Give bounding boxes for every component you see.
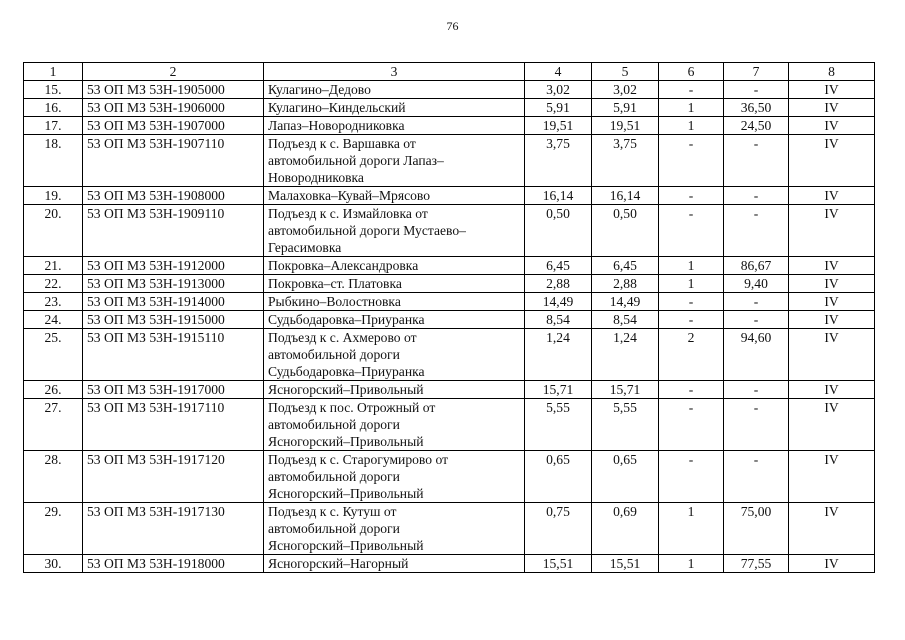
length-cell: 14,49: [525, 293, 592, 311]
surface-length-cell: 8,54: [592, 311, 659, 329]
bridges-length-cell: 94,60: [724, 329, 789, 381]
road-name-line: Подъезд к с. Старогумирово от: [268, 452, 449, 467]
table-row: [24, 451, 875, 503]
road-name-line: Подъезд к с. Варшавка от: [268, 136, 416, 151]
row-number-cell: 19.: [24, 187, 83, 205]
category-cell: IV: [789, 257, 875, 275]
category-cell: IV: [789, 117, 875, 135]
row-number-cell: 20.: [24, 205, 83, 257]
bridges-count-cell: 1: [659, 117, 724, 135]
table-row: [24, 329, 875, 381]
bridges-count-cell: 1: [659, 503, 724, 555]
surface-length-cell: 3,75: [592, 135, 659, 187]
road-name-line: Новородниковка: [268, 170, 364, 185]
road-name-line: автомобильной дороги: [268, 347, 400, 362]
row-number-cell: 17.: [24, 117, 83, 135]
bridges-count-cell: -: [659, 451, 724, 503]
road-code-cell: 53 ОП МЗ 53Н-1917110: [83, 399, 264, 451]
road-code-cell: 53 ОП МЗ 53Н-1907110: [83, 135, 264, 187]
category-cell: IV: [789, 381, 875, 399]
category-cell: IV: [789, 275, 875, 293]
header-cell: 5: [592, 63, 659, 81]
bridges-count-cell: -: [659, 399, 724, 451]
bridges-length-cell: 86,67: [724, 257, 789, 275]
length-cell: 5,55: [525, 399, 592, 451]
surface-length-cell: 5,55: [592, 399, 659, 451]
surface-length-cell: 0,50: [592, 205, 659, 257]
bridges-length-cell: 77,55: [724, 555, 789, 573]
row-number-cell: 23.: [24, 293, 83, 311]
bridges-count-cell: -: [659, 311, 724, 329]
road-name-line: Ясногорский–Привольный: [268, 382, 424, 397]
road-name-line: Рыбкино–Волостновка: [268, 294, 401, 309]
road-code-cell: 53 ОП МЗ 53Н-1907000: [83, 117, 264, 135]
table-row: [24, 381, 875, 399]
category-cell: IV: [789, 399, 875, 451]
table-header-row: [24, 63, 875, 81]
road-name-cell: [264, 99, 525, 117]
length-cell: 5,91: [525, 99, 592, 117]
road-name-line: автомобильной дороги: [268, 521, 400, 536]
road-name-cell: [264, 117, 525, 135]
road-code-cell: 53 ОП МЗ 53Н-1905000: [83, 81, 264, 99]
road-code-cell: 53 ОП МЗ 53Н-1913000: [83, 275, 264, 293]
road-name-line: Покровка–Александровка: [268, 258, 419, 273]
road-name-cell: [264, 275, 525, 293]
bridges-length-cell: -: [724, 399, 789, 451]
category-cell: IV: [789, 311, 875, 329]
road-name-line: Подъезд к с. Измайловка от: [268, 206, 428, 221]
bridges-count-cell: 1: [659, 99, 724, 117]
category-cell: IV: [789, 205, 875, 257]
header-cell: 3: [264, 63, 525, 81]
roads-table: [23, 62, 875, 573]
surface-length-cell: 15,51: [592, 555, 659, 573]
road-name-line: Судьбодаровка–Приуранка: [268, 364, 425, 379]
bridges-count-cell: -: [659, 187, 724, 205]
row-number-cell: 25.: [24, 329, 83, 381]
road-code-cell: 53 ОП МЗ 53Н-1915000: [83, 311, 264, 329]
length-cell: 2,88: [525, 275, 592, 293]
bridges-count-cell: 2: [659, 329, 724, 381]
category-cell: IV: [789, 555, 875, 573]
road-name-line: автомобильной дороги: [268, 417, 400, 432]
road-name-line: Герасимовка: [268, 240, 342, 255]
header-cell: 1: [24, 63, 83, 81]
surface-length-cell: 16,14: [592, 187, 659, 205]
category-cell: IV: [789, 81, 875, 99]
bridges-length-cell: -: [724, 81, 789, 99]
road-code-cell: 53 ОП МЗ 53Н-1906000: [83, 99, 264, 117]
road-code-cell: 53 ОП МЗ 53Н-1908000: [83, 187, 264, 205]
road-name-cell: [264, 81, 525, 99]
road-name-line: Ясногорский–Привольный: [268, 434, 424, 449]
road-name-cell: [264, 329, 525, 381]
surface-length-cell: 2,88: [592, 275, 659, 293]
road-name-line: Ясногорский–Нагорный: [268, 556, 409, 571]
length-cell: 6,45: [525, 257, 592, 275]
road-name-line: Малаховка–Кувай–Мрясово: [268, 188, 431, 203]
bridges-count-cell: 1: [659, 275, 724, 293]
category-cell: IV: [789, 99, 875, 117]
road-name-cell: [264, 381, 525, 399]
road-name-line: Кулагино–Киндельский: [268, 100, 406, 115]
road-name-cell: [264, 399, 525, 451]
table-row: [24, 503, 875, 555]
row-number-cell: 29.: [24, 503, 83, 555]
road-name-line: Покровка–ст. Платовка: [268, 276, 402, 291]
length-cell: 15,71: [525, 381, 592, 399]
bridges-length-cell: -: [724, 293, 789, 311]
road-name-line: Ясногорский–Привольный: [268, 486, 424, 501]
road-name-cell: [264, 205, 525, 257]
bridges-length-cell: 36,50: [724, 99, 789, 117]
row-number-cell: 28.: [24, 451, 83, 503]
road-name-line: Судьбодаровка–Приуранка: [268, 312, 425, 327]
header-cell: 4: [525, 63, 592, 81]
table-row: [24, 399, 875, 451]
header-cell: 7: [724, 63, 789, 81]
bridges-count-cell: -: [659, 381, 724, 399]
bridges-length-cell: -: [724, 381, 789, 399]
bridges-length-cell: -: [724, 187, 789, 205]
header-cell: 6: [659, 63, 724, 81]
row-number-cell: 26.: [24, 381, 83, 399]
table-row: [24, 117, 875, 135]
length-cell: 16,14: [525, 187, 592, 205]
table-row: [24, 187, 875, 205]
length-cell: 19,51: [525, 117, 592, 135]
road-name-cell: [264, 555, 525, 573]
header-cell: 2: [83, 63, 264, 81]
length-cell: 0,75: [525, 503, 592, 555]
bridges-count-cell: -: [659, 205, 724, 257]
bridges-length-cell: -: [724, 451, 789, 503]
bridges-count-cell: 1: [659, 257, 724, 275]
length-cell: 0,50: [525, 205, 592, 257]
road-code-cell: 53 ОП МЗ 53Н-1917130: [83, 503, 264, 555]
road-name-cell: [264, 257, 525, 275]
category-cell: IV: [789, 187, 875, 205]
category-cell: IV: [789, 451, 875, 503]
road-code-cell: 53 ОП МЗ 53Н-1915110: [83, 329, 264, 381]
length-cell: 15,51: [525, 555, 592, 573]
road-code-cell: 53 ОП МЗ 53Н-1912000: [83, 257, 264, 275]
road-code-cell: 53 ОП МЗ 53Н-1917120: [83, 451, 264, 503]
row-number-cell: 24.: [24, 311, 83, 329]
road-name-line: Лапаз–Новородниковка: [268, 118, 405, 133]
length-cell: 0,65: [525, 451, 592, 503]
bridges-length-cell: 9,40: [724, 275, 789, 293]
bridges-length-cell: -: [724, 135, 789, 187]
bridges-length-cell: -: [724, 205, 789, 257]
row-number-cell: 16.: [24, 99, 83, 117]
bridges-count-cell: -: [659, 135, 724, 187]
road-name-line: Кулагино–Дедово: [268, 82, 371, 97]
road-name-cell: [264, 293, 525, 311]
table-row: [24, 555, 875, 573]
length-cell: 3,02: [525, 81, 592, 99]
surface-length-cell: 14,49: [592, 293, 659, 311]
surface-length-cell: 6,45: [592, 257, 659, 275]
category-cell: IV: [789, 135, 875, 187]
row-number-cell: 15.: [24, 81, 83, 99]
category-cell: IV: [789, 293, 875, 311]
surface-length-cell: 0,69: [592, 503, 659, 555]
page-number: 76: [446, 19, 459, 33]
road-name-cell: [264, 503, 525, 555]
length-cell: 3,75: [525, 135, 592, 187]
road-name-cell: [264, 135, 525, 187]
bridges-count-cell: -: [659, 293, 724, 311]
road-name-cell: [264, 311, 525, 329]
row-number-cell: 18.: [24, 135, 83, 187]
category-cell: IV: [789, 503, 875, 555]
table-row: [24, 311, 875, 329]
surface-length-cell: 0,65: [592, 451, 659, 503]
road-name-line: Ясногорский–Привольный: [268, 538, 424, 553]
header-cell: 8: [789, 63, 875, 81]
road-name-line: автомобильной дороги Мустаево–: [268, 223, 466, 238]
road-name-line: автомобильной дороги: [268, 469, 400, 484]
surface-length-cell: 5,91: [592, 99, 659, 117]
road-name-line: Подъезд к с. Ахмерово от: [268, 330, 417, 345]
surface-length-cell: 15,71: [592, 381, 659, 399]
table-row: [24, 135, 875, 187]
surface-length-cell: 1,24: [592, 329, 659, 381]
road-code-cell: 53 ОП МЗ 53Н-1917000: [83, 381, 264, 399]
row-number-cell: 27.: [24, 399, 83, 451]
road-name-cell: [264, 187, 525, 205]
length-cell: 1,24: [525, 329, 592, 381]
surface-length-cell: 19,51: [592, 117, 659, 135]
table-row: [24, 293, 875, 311]
bridges-count-cell: 1: [659, 555, 724, 573]
bridges-count-cell: -: [659, 81, 724, 99]
road-name-line: Подъезд к пос. Отрожный от: [268, 400, 436, 415]
table-row: [24, 205, 875, 257]
table-row: [24, 257, 875, 275]
road-name-line: автомобильной дороги Лапаз–: [268, 153, 444, 168]
road-code-cell: 53 ОП МЗ 53Н-1918000: [83, 555, 264, 573]
bridges-length-cell: 24,50: [724, 117, 789, 135]
row-number-cell: 30.: [24, 555, 83, 573]
road-code-cell: 53 ОП МЗ 53Н-1914000: [83, 293, 264, 311]
length-cell: 8,54: [525, 311, 592, 329]
row-number-cell: 21.: [24, 257, 83, 275]
bridges-length-cell: 75,00: [724, 503, 789, 555]
surface-length-cell: 3,02: [592, 81, 659, 99]
road-name-line: Подъезд к с. Кутуш от: [268, 504, 397, 519]
table-row: [24, 81, 875, 99]
table-row: [24, 275, 875, 293]
road-name-cell: [264, 451, 525, 503]
road-code-cell: 53 ОП МЗ 53Н-1909110: [83, 205, 264, 257]
table-row: [24, 99, 875, 117]
bridges-length-cell: -: [724, 311, 789, 329]
row-number-cell: 22.: [24, 275, 83, 293]
category-cell: IV: [789, 329, 875, 381]
